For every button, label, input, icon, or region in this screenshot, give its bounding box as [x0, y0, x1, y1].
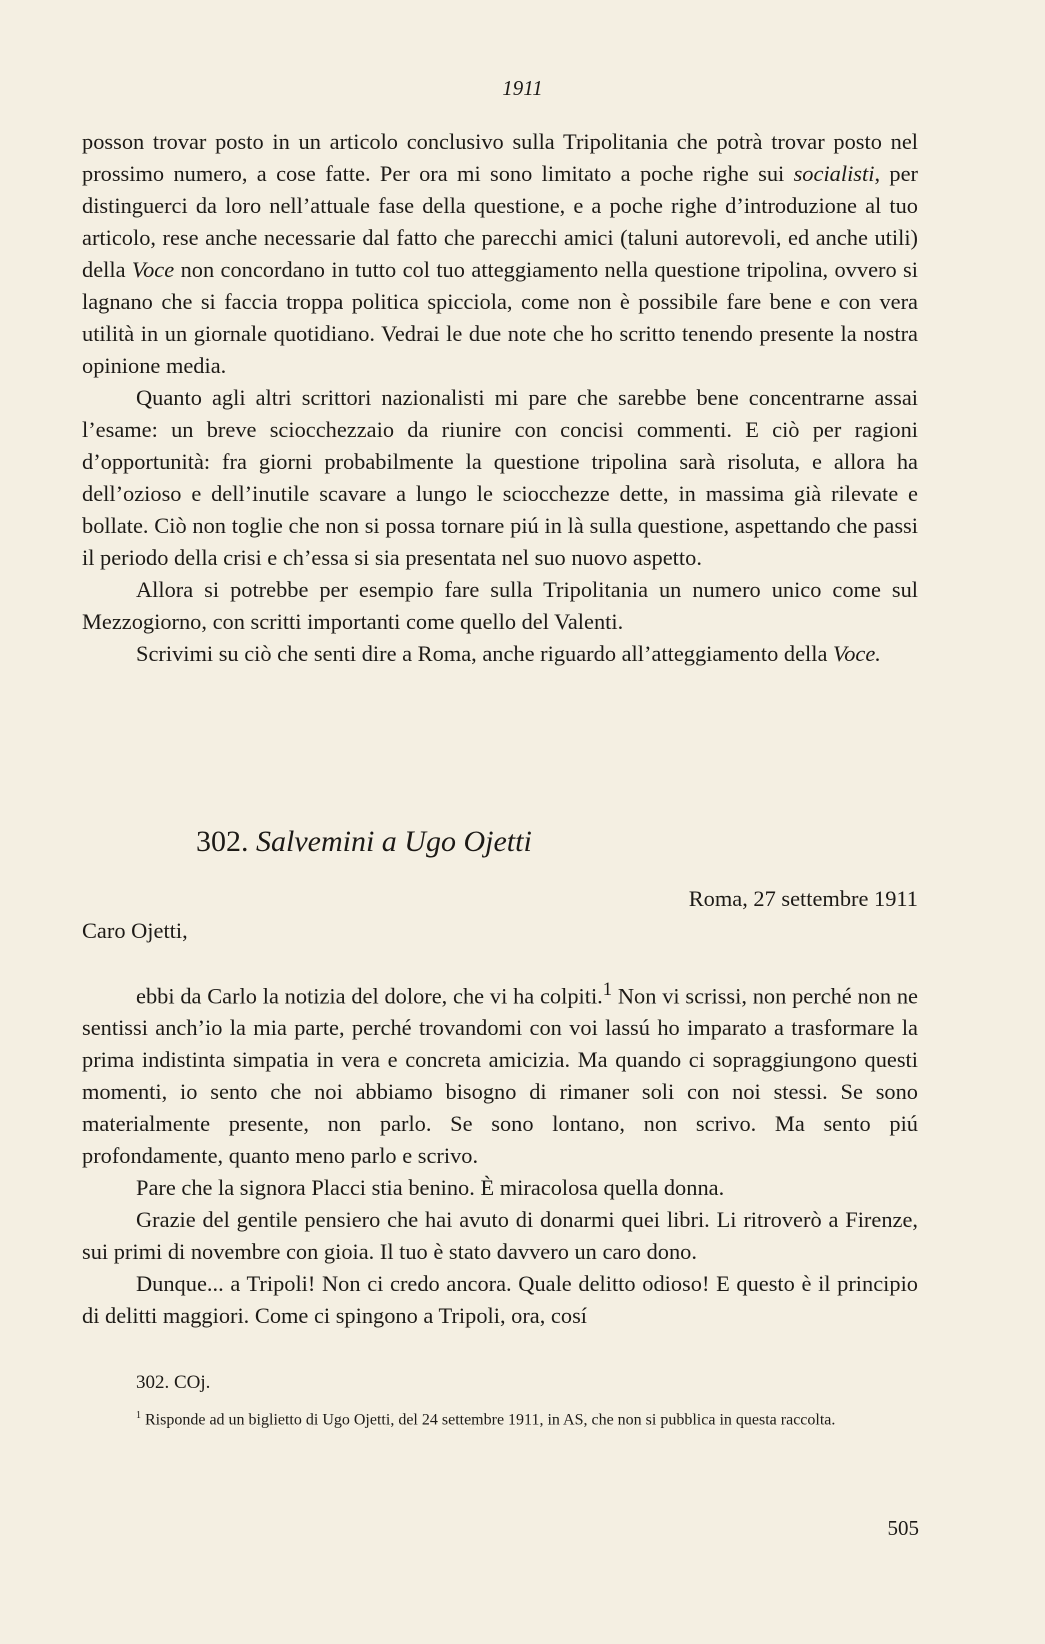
salutation: Caro Ojetti, [82, 918, 188, 943]
paragraph: posson trovar posto in un articolo conclusivo sulla Tripolitania che potrà trovar posto nel prossimo numero, a cose fatte. Per ora mi sono limitato a poche righe sui socialisti, per distinguerci da loro nell’attuale fase della questione, e a poche righe d’introduzione al tuo articolo, rese anche necessarie dal fatto che parecchi amici (taluni autorevoli, ed anche utili) della Voce non concordano in tutto col tuo atteggiamento nella questione tripolina, ovvero si lagnano che si faccia troppa politica spicciola, come non è possibile fare bene e con vera utilità in un giornale quotidiano. Vedrai le due note che ho scritto tenendo presente la nostra opinione media. [82, 129, 919, 378]
letter-title: Salvemini a Ugo Ojetti [256, 825, 532, 858]
paragraph: Dunque... a Tripoli! Non ci credo ancora. Quale delitto odioso! E questo è il principio di delitti maggiori. Come ci spingono a Tripoli, ora, cosí [82, 1271, 918, 1329]
page-number: 505 [887, 1516, 919, 1540]
paragraph: Grazie del gentile pensiero che hai avuto di donarmi quei libri. Li ritroverò a Firenze, sui primi di novembre con gioia. Il tuo è stato davvero un caro dono. [82, 1207, 918, 1265]
paragraph: Quanto agli altri scrittori nazionalisti mi pare che sarebbe bene concentrarne assai l’esame: un breve sciocchezzaio da riunire con concisi commenti. E ciò per ragioni d’opportunità: fra giorni probabilmente la questione tripolina sarà risoluta, e allora ha dell’ozioso e dell’inutile scavare a lungo le sciocchezze dette, in massima già rilevate e bollate. Ciò non toglie che non si possa tornare piú in là sulla questione, aspettando che passi il periodo della crisi e ch’essa si sia presentata nel suo nuovo aspetto. [82, 385, 918, 570]
paragraph: ebbi da Carlo la notizia del dolore, che vi ha colpiti.$^1$ Non vi scrissi, non perché non ne sentissi anch’io la mia parte, perché trovandomi con voi lassú ho imparato a trasformare la prima indistinta simpatia in vera e concreta amicizia. Ma quando ci sopraggiungono questi momenti, io sento che noi abbiamo bisogno di rimaner soli con noi stessi. Se sono materialmente presente, non parlo. Se sono lontano, non scrivo. Ma sento piú profondamente, quanto meno parlo e scrivo. [82, 979, 919, 1169]
paragraph: Pare che la signora Placci stia benino. È miracolosa quella donna. [136, 1175, 725, 1201]
footnote-ref: 1 [602, 979, 613, 1000]
paragraph: Allora si potrebbe per esempio fare sulla Tripolitania un numero unico come sul Mezzogiorno, con scritti importanti come quello del Valenti. [82, 577, 918, 634]
footnotes [82, 1372, 918, 1430]
letter-number: 302. [196, 825, 249, 858]
footnote: $^1$ Risponde ad un biglietto di Ugo Ojetti, del 24 settembre 1911, in AS, che non si pubblica in questa raccolta. [136, 1410, 836, 1429]
letter-heading [196, 822, 532, 862]
source-note: 302. COj. [136, 1372, 211, 1393]
letter-body [82, 974, 918, 1332]
dateline: Roma, 27 settembre 1911 [688, 886, 918, 911]
running-head: 1911 [502, 76, 543, 100]
paragraph: Scrivimi su ciò che senti dire a Roma, anche riguardo all’atteggiamento della Voce. [136, 641, 881, 666]
footnote-mark: 1 [136, 1410, 141, 1421]
previous-letter-text [82, 126, 918, 670]
